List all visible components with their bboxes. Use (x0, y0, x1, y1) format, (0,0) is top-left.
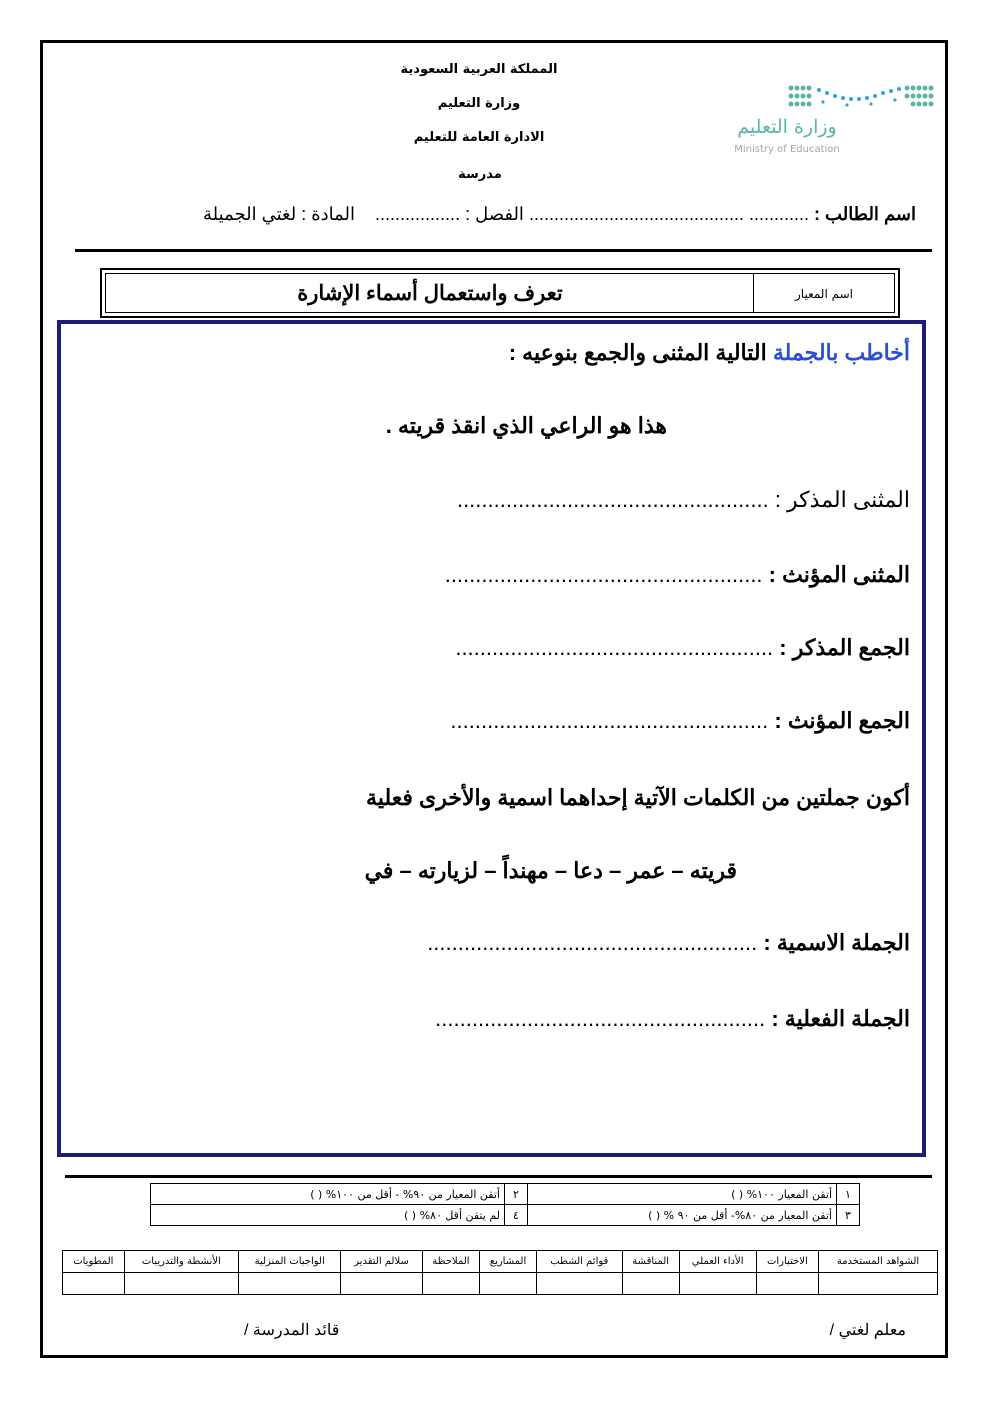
ministry-logo (712, 84, 940, 164)
field-plural-masculine (455, 635, 910, 661)
answer-blank[interactable]: .................................................... (450, 708, 769, 733)
evidence-cell[interactable] (756, 1273, 818, 1295)
criteria-num: ٣ (837, 1205, 860, 1226)
evidence-header: المناقشة (622, 1251, 679, 1273)
criteria-table (150, 1183, 860, 1226)
instruction-rest: التالية المثنى والجمع بنوعيه : (508, 340, 767, 365)
field-plural-feminine (450, 708, 910, 734)
table-row (151, 1205, 860, 1226)
subject-value: لغتي الجميلة (203, 204, 297, 224)
table-row (151, 1184, 860, 1205)
evidence-header: المطويات (63, 1251, 125, 1273)
exercise-instruction-2: أكون جملتين من الكلمات الآتية إحداهما اسمية والأخرى فعلية (366, 785, 910, 810)
header-directorate: الادارة العامة للتعليم (413, 130, 545, 145)
evidence-cell[interactable] (341, 1273, 422, 1295)
evidence-cell[interactable] (480, 1273, 537, 1295)
field-label: المثنى المؤنث : (768, 562, 910, 587)
answer-blank[interactable]: .................................................... (455, 635, 774, 660)
criteria-num: ٢ (505, 1184, 528, 1205)
evidence-header: المشاريع (480, 1251, 537, 1273)
field-label: الجملة الفعلية : (771, 1006, 910, 1031)
field-dual-masculine (457, 487, 910, 513)
student-info-line (80, 204, 916, 232)
criteria-num: ١ (837, 1184, 860, 1205)
evidence-cell[interactable] (63, 1273, 125, 1295)
header-divider (75, 249, 932, 252)
exercise-instruction (509, 340, 910, 366)
word-list: قريته – عمر – دعا – مهنداً – لزيارته – في (364, 858, 737, 883)
standard-box (100, 268, 900, 318)
header-school: مدرسة (458, 167, 502, 182)
header-country: المملكة العربية السعودية (400, 62, 558, 77)
evidence-cell[interactable] (422, 1273, 480, 1295)
answer-blank[interactable]: ................................................... (456, 487, 769, 512)
table-row (63, 1273, 938, 1295)
evidence-header: الأداء العملي (679, 1251, 756, 1273)
criteria-text: لم يتقن أقل ٨٠% ( ) (151, 1205, 505, 1226)
instruction-highlight: أخاطب بالجملة (772, 340, 910, 365)
field-label: الجملة الاسمية : (763, 930, 910, 955)
class-dots-field[interactable]: ........................................... (528, 204, 744, 224)
evidence-header: الأنشطة والتدريبات (124, 1251, 238, 1273)
footer-divider (65, 1175, 932, 1178)
evidence-cell[interactable] (238, 1273, 340, 1295)
field-dual-feminine (445, 562, 910, 588)
answer-blank[interactable]: .................................................... (444, 562, 763, 587)
logo-dots-icon (787, 84, 937, 112)
evidence-cell[interactable] (536, 1273, 622, 1295)
evidence-header: الملاحظة (422, 1251, 480, 1273)
criteria-text: أتقن المعيار ١٠٠% ( ) (528, 1184, 837, 1205)
logo-arabic-text: وزارة التعليم (737, 116, 837, 138)
table-row (63, 1251, 938, 1273)
standard-title: تعرف واستعمال أسماء الإشارة (297, 282, 563, 305)
evidence-cell[interactable] (622, 1273, 679, 1295)
teacher-signature: معلم لغتي / (829, 1322, 906, 1339)
standard-name-label: اسم المعيار (753, 274, 894, 312)
header-ministry: وزارة التعليم (437, 96, 521, 111)
answer-blank[interactable]: ...................................................... (427, 930, 758, 955)
evidence-cell[interactable] (679, 1273, 756, 1295)
student-name-field[interactable]: ............ (749, 204, 810, 224)
field-label: الجمع المذكر : (779, 635, 910, 660)
field-label: المثنى المذكر : (774, 487, 910, 512)
student-name-label: اسم الطالب : (814, 204, 916, 224)
answer-blank[interactable]: ...................................................... (435, 1006, 766, 1031)
evidence-header: الواجبات المنزلية (238, 1251, 340, 1273)
logo-english-text: Ministry of Education (734, 144, 840, 155)
principal-signature: قائد المدرسة / (244, 1322, 340, 1339)
class-label: الفصل : (465, 204, 524, 224)
field-verbal-sentence (435, 1006, 910, 1032)
criteria-num: ٤ (505, 1205, 528, 1226)
evidence-header: قوائم الشطب (536, 1251, 622, 1273)
evidence-header: سلالم التقدير (341, 1251, 422, 1273)
evidence-cell[interactable] (819, 1273, 938, 1295)
field-nominal-sentence (427, 930, 910, 956)
evidence-cell[interactable] (124, 1273, 238, 1295)
class-field[interactable]: ................. (375, 204, 461, 224)
subject-label: المادة : (301, 204, 356, 224)
criteria-text: أتقن المعيار من ٩٠% - أقل من ١٠٠% ( ) (151, 1184, 505, 1205)
field-label: الجمع المؤنث : (774, 708, 910, 733)
evidence-header: الشواهد المستخدمة (819, 1251, 938, 1273)
evidence-header: الاختبارات (756, 1251, 818, 1273)
exercise-sentence: هذا هو الراعي الذي انقذ قريته . (385, 413, 667, 438)
evidence-table (62, 1250, 938, 1295)
criteria-text: أتقن المعيار من ٨٠%- أقل من ٩٠ % ( ) (528, 1205, 837, 1226)
